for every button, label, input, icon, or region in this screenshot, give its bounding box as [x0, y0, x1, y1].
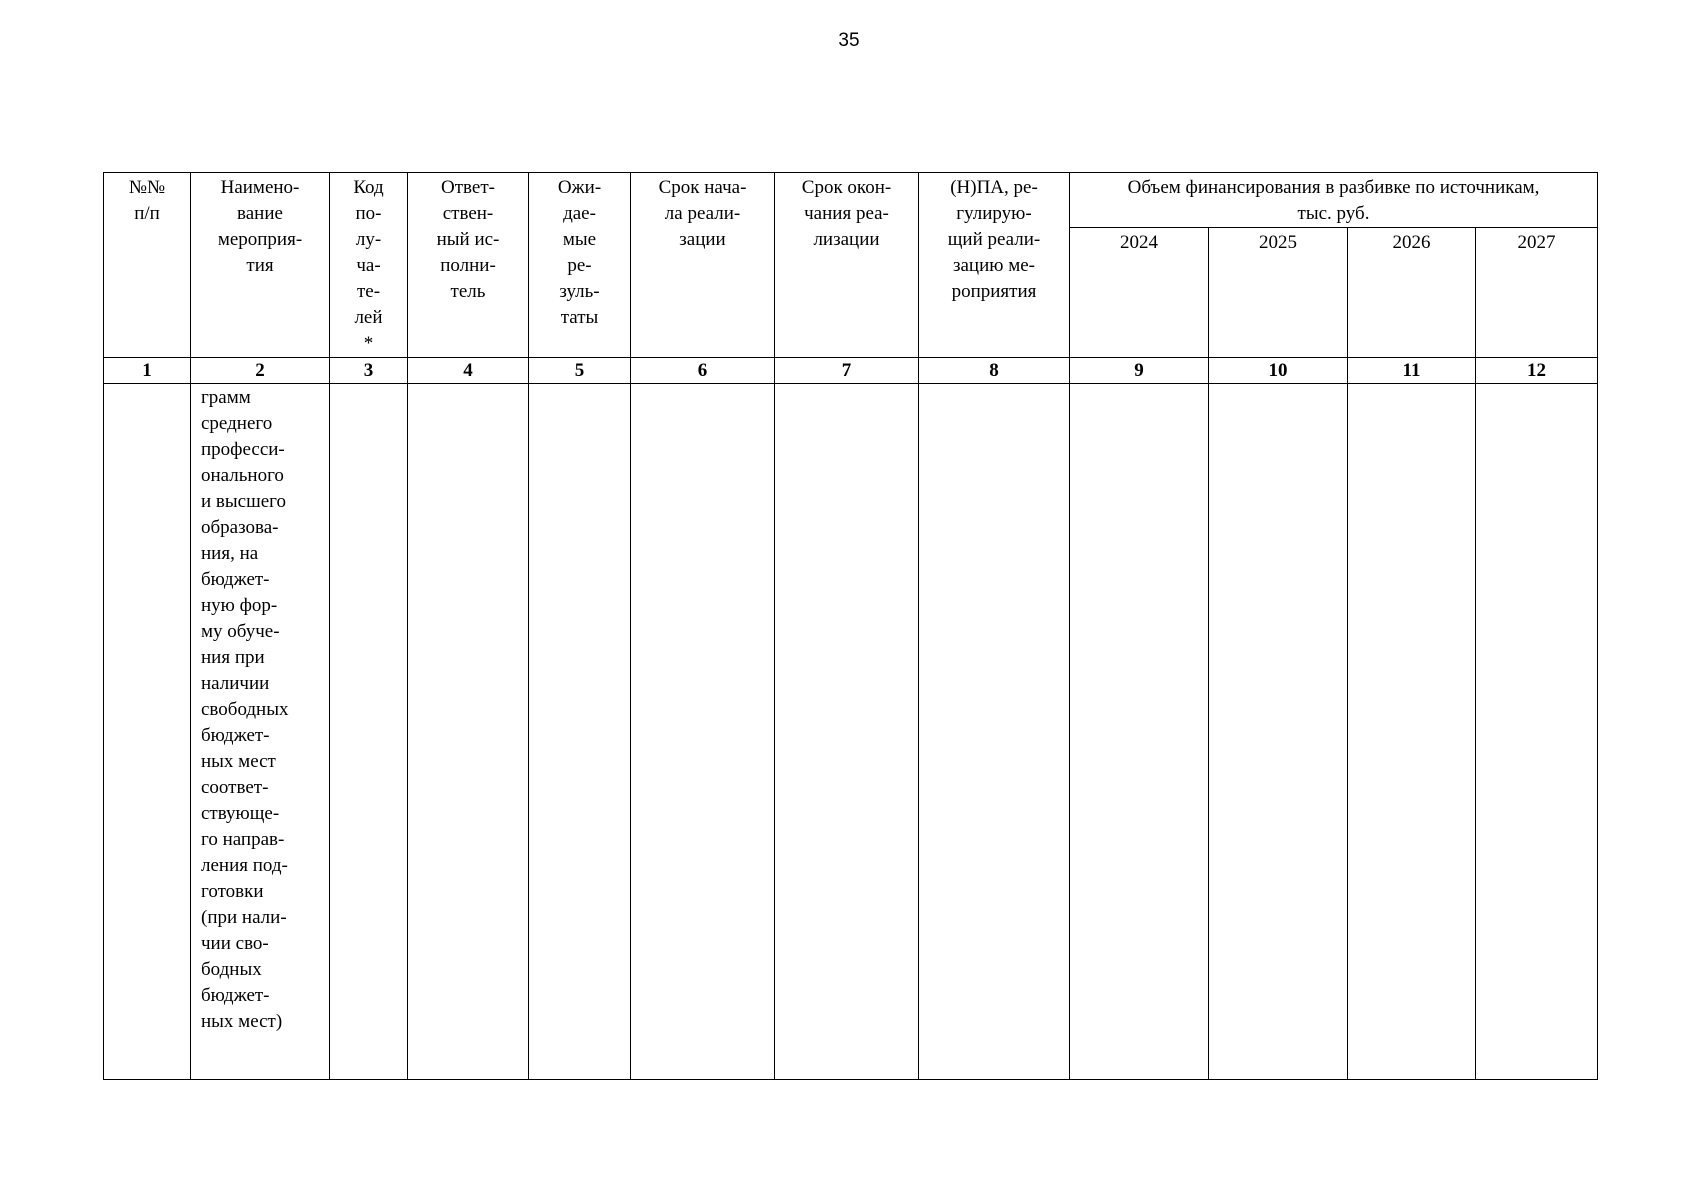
- header-label: Код по- лу- ча- те- лей *: [353, 177, 384, 354]
- column-number: 9: [1070, 358, 1209, 384]
- header-year-2026: [1348, 228, 1476, 358]
- column-number: 6: [631, 358, 775, 384]
- column-number: 7: [775, 358, 919, 384]
- header-end-date: [775, 173, 919, 358]
- column-number: 12: [1476, 358, 1598, 384]
- column-number: 1: [104, 358, 191, 384]
- header-label: Срок окон- чания реа- лизации: [801, 177, 892, 250]
- column-number: 2: [191, 358, 330, 384]
- cell-end-date: [775, 384, 919, 1080]
- header-year-2025: [1209, 228, 1348, 358]
- column-number: 5: [529, 358, 631, 384]
- header-label: №№ п/п: [128, 177, 166, 224]
- cell-responsible-executor: [408, 384, 529, 1080]
- header-label: Объем финансирования в разбивке по источникам, тыс. руб.: [1127, 177, 1540, 224]
- column-number-row: [104, 358, 1598, 384]
- header-label: Ожи- дае- мые ре- зуль- таты: [557, 177, 602, 328]
- cell-expected-results: [529, 384, 631, 1080]
- cell-regulatory-act: [919, 384, 1070, 1080]
- header-label: 2025: [1259, 232, 1297, 254]
- activities-table: [103, 172, 1598, 1080]
- header-start-date: [631, 173, 775, 358]
- header-expected-results: [529, 173, 631, 358]
- header-label: Срок нача- ла реали- зации: [658, 177, 747, 250]
- header-regulatory-act: [919, 173, 1070, 358]
- column-number: 11: [1348, 358, 1476, 384]
- header-label: 2026: [1392, 232, 1431, 254]
- cell-year-2026: [1348, 384, 1476, 1080]
- cell-recipient-code: [330, 384, 408, 1080]
- header-year-2024: [1070, 228, 1209, 358]
- column-number: 3: [330, 358, 408, 384]
- cell-year-2024: [1070, 384, 1209, 1080]
- table-row: [104, 384, 1598, 1080]
- cell-row-number: [104, 384, 191, 1080]
- header-recipient-code: [330, 173, 408, 358]
- column-number: 10: [1209, 358, 1348, 384]
- header-label: 2027: [1517, 232, 1556, 254]
- header-financing-volume: [1070, 173, 1598, 228]
- cell-activity-name: [191, 384, 330, 1080]
- column-number: 4: [408, 358, 529, 384]
- cell-start-date: [631, 384, 775, 1080]
- header-row-number: [104, 173, 191, 358]
- header-label: Ответ- ствен- ный ис- полни- тель: [436, 177, 500, 302]
- header-year-2027: [1476, 228, 1598, 358]
- cell-year-2027: [1476, 384, 1598, 1080]
- header-label: (Н)ПА, ре- гулирую- щий реали- зацию ме- роприятия: [947, 177, 1041, 302]
- header-activity-name: [191, 173, 330, 358]
- header-responsible-executor: [408, 173, 529, 358]
- cell-year-2025: [1209, 384, 1348, 1080]
- header-label: Наимено- вание мероприя- тия: [217, 177, 303, 276]
- column-number: 8: [919, 358, 1070, 384]
- page-number: 35: [838, 30, 860, 51]
- header-label: 2024: [1120, 232, 1158, 254]
- activity-name-text: грамм среднего професси- онального и высшего образова- ния, на бюджет- ную фор- му обуче- ния при наличии свободных бюджет- ных мест соответ- ствующе- го направ- ления под- готовки (при нали- чии сво- бодных бюджет- ных мест): [201, 387, 289, 1032]
